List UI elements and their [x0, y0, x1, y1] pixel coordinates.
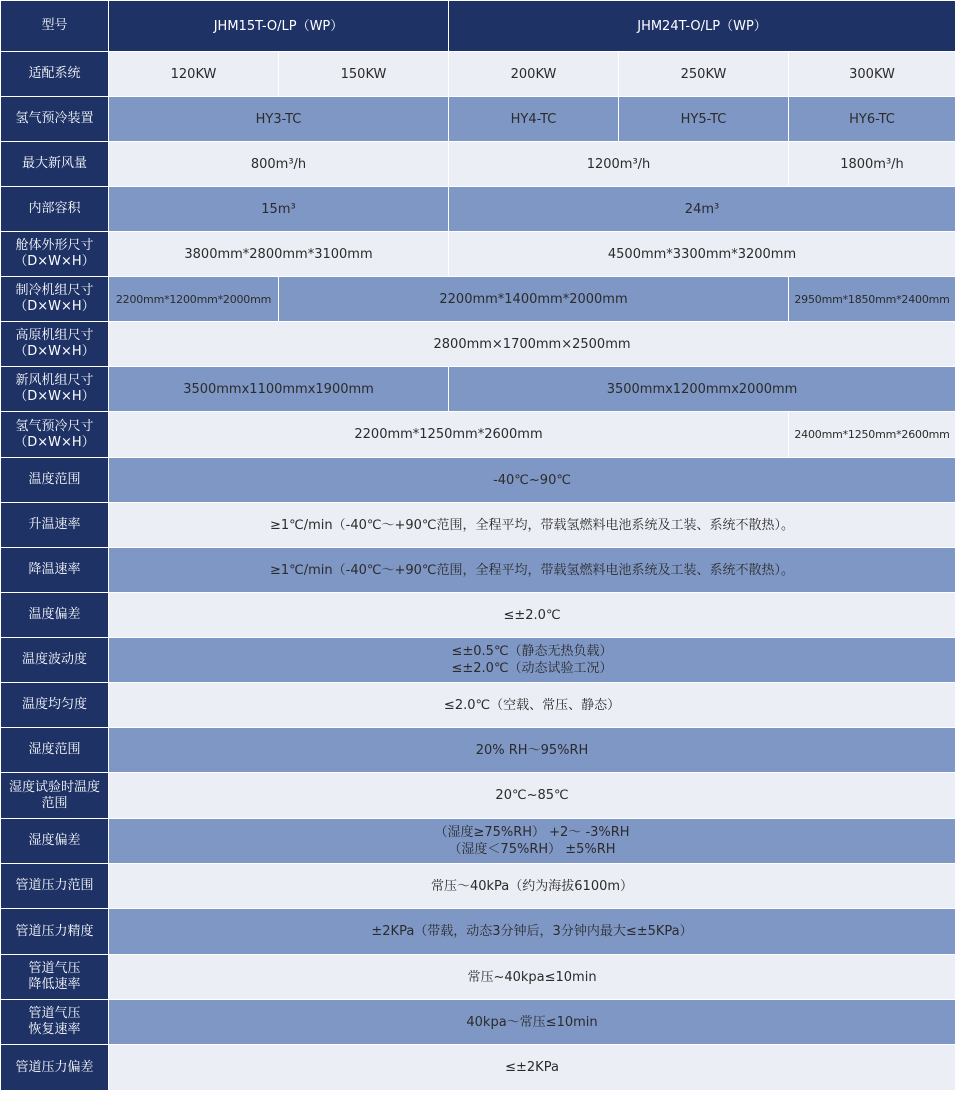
cell: 120KW: [109, 52, 279, 97]
row-label: [1, 322, 109, 367]
row-label: 温度均匀度: [1, 683, 109, 728]
row-fresh-air-size: [1, 367, 955, 412]
label-line: 舱体外形尺寸: [15, 238, 94, 253]
row-h2-precool-size: [1, 412, 955, 458]
cell: 常压~40kpa≤10min: [109, 955, 955, 1000]
cell: 300KW: [789, 52, 955, 97]
row-label: [1, 232, 109, 277]
row-hum-dev: [1, 819, 955, 864]
row-label: 管道压力偏差: [1, 1045, 109, 1091]
cell: ≤±2KPa: [109, 1045, 955, 1091]
row-press-up: [1, 1000, 955, 1045]
row-press-dev: [1, 1045, 955, 1091]
row-cabin-size: [1, 232, 955, 277]
cell: 3500mmx1200mmx2000mm: [449, 367, 955, 412]
cell: HY5-TC: [619, 97, 789, 142]
cell: 24m³: [449, 187, 955, 232]
label-line: 湿度试验时温度: [8, 779, 100, 795]
cell: ≥1℃/min（-40℃～+90℃范围，全程平均，带载氢燃料电池系统及工装、系统不散热）。: [109, 503, 955, 548]
cell: 800m³/h: [109, 142, 449, 187]
cell: [109, 638, 955, 683]
row-temp-dev: [1, 593, 955, 638]
cell: -40℃~90℃: [109, 458, 955, 503]
row-label: 升温速率: [1, 503, 109, 548]
label-line: （D×W×H）: [14, 299, 95, 314]
cell: 250KW: [619, 52, 789, 97]
row-hum-range: [1, 728, 955, 773]
cell: 20% RH～95%RH: [109, 728, 955, 773]
row-pressure-range: [1, 864, 955, 909]
label-line: 降低速率: [28, 977, 81, 992]
model-label: 型号: [1, 1, 109, 52]
cell: HY3-TC: [109, 97, 449, 142]
label-line: （D×W×H）: [14, 434, 95, 450]
cell: 3500mmx1100mmx1900mm: [109, 367, 449, 412]
cell: [109, 819, 955, 864]
cell: ≤2.0℃（空载、常压、静态）: [109, 683, 955, 728]
cell: 常压～40kPa（约为海拔6100m）: [109, 864, 955, 909]
cell: ±2KPa（带载，动态3分钟后，3分钟内最大≤±5KPa）: [109, 909, 955, 955]
cell: 2200mm*1400mm*2000mm: [279, 277, 789, 322]
row-label: 湿度偏差: [1, 819, 109, 864]
model-jhm15t: JHM15T-O/LP（WP）: [109, 1, 449, 52]
cell: 2200mm*1200mm*2000mm: [109, 277, 279, 322]
row-press-down: [1, 955, 955, 1000]
cell: 2950mm*1850mm*2400mm: [789, 277, 955, 322]
cell: 4500mm*3300mm*3200mm: [449, 232, 955, 277]
label-line: 管道气压: [28, 961, 81, 976]
cell: ≤±2.0℃: [109, 593, 955, 638]
row-label: 适配系统: [1, 52, 109, 97]
row-label: [1, 277, 109, 322]
cell: 2200mm*1250mm*2600mm: [109, 412, 789, 458]
row-label: 温度范围: [1, 458, 109, 503]
cell: 1200m³/h: [449, 142, 789, 187]
label-line: 氢气预冷尺寸: [15, 418, 94, 434]
row-temp-range: [1, 458, 955, 503]
cell: HY4-TC: [449, 97, 619, 142]
row-label: [1, 773, 109, 819]
row-temp-fluct: [1, 638, 955, 683]
row-refrig-size: [1, 277, 955, 322]
row-pressure-acc: [1, 909, 955, 955]
row-label: 湿度范围: [1, 728, 109, 773]
cell: ≥1℃/min（-40℃～+90℃范围，全程平均，带载氢燃料电池系统及工装、系统不散热）。: [109, 548, 955, 593]
cell: 20℃~85℃: [109, 773, 955, 819]
cell: 1800m³/h: [789, 142, 955, 187]
label-line: 制冷机组尺寸: [15, 283, 94, 298]
cell: 2800mm×1700mm×2500mm: [109, 322, 955, 367]
row-label: 内部容积: [1, 187, 109, 232]
cell: HY6-TC: [789, 97, 955, 142]
row-label: [1, 955, 109, 1000]
header-row: [1, 1, 955, 52]
label-line: （D×W×H）: [14, 344, 95, 359]
row-label: 管道压力范围: [1, 864, 109, 909]
row-system: [1, 52, 955, 97]
value-line: ≤±0.5℃（静态无热负载）: [451, 644, 613, 659]
label-line: 恢复速率: [28, 1022, 81, 1037]
label-line: 范围: [41, 795, 68, 811]
row-precool: [1, 97, 955, 142]
row-temp-unif: [1, 683, 955, 728]
cell: 15m³: [109, 187, 449, 232]
row-label: [1, 367, 109, 412]
row-altitude-size: [1, 322, 955, 367]
cell: 3800mm*2800mm*3100mm: [109, 232, 449, 277]
cell: 150KW: [279, 52, 449, 97]
label-line: 管道气压: [28, 1006, 81, 1021]
model-jhm24t: JHM24T-O/LP（WP）: [449, 1, 955, 52]
label-line: 新风机组尺寸: [15, 373, 94, 388]
value-line: （湿度＜75%RH） ±5%RH: [448, 842, 616, 857]
row-label: 温度偏差: [1, 593, 109, 638]
row-airflow: [1, 142, 955, 187]
label-line: （D×W×H）: [14, 254, 95, 269]
row-cool-rate: [1, 548, 955, 593]
cell: 2400mm*1250mm*2600mm: [789, 412, 955, 458]
row-heat-rate: [1, 503, 955, 548]
row-label: 降温速率: [1, 548, 109, 593]
row-label: [1, 1000, 109, 1045]
cell: 200KW: [449, 52, 619, 97]
row-label: 氢气预冷装置: [1, 97, 109, 142]
label-line: （D×W×H）: [14, 389, 95, 404]
row-label: 温度波动度: [1, 638, 109, 683]
row-label: 最大新风量: [1, 142, 109, 187]
row-hum-temp: [1, 773, 955, 819]
label-line: 高原机组尺寸: [15, 328, 94, 343]
row-label: [1, 412, 109, 458]
value-line: （湿度≥75%RH） +2～ -3%RH: [434, 825, 630, 840]
row-volume: [1, 187, 955, 232]
row-label: 管道压力精度: [1, 909, 109, 955]
cell: 40kpa～常压≤10min: [109, 1000, 955, 1045]
value-line: ≤±2.0℃（动态试验工况）: [451, 661, 613, 676]
